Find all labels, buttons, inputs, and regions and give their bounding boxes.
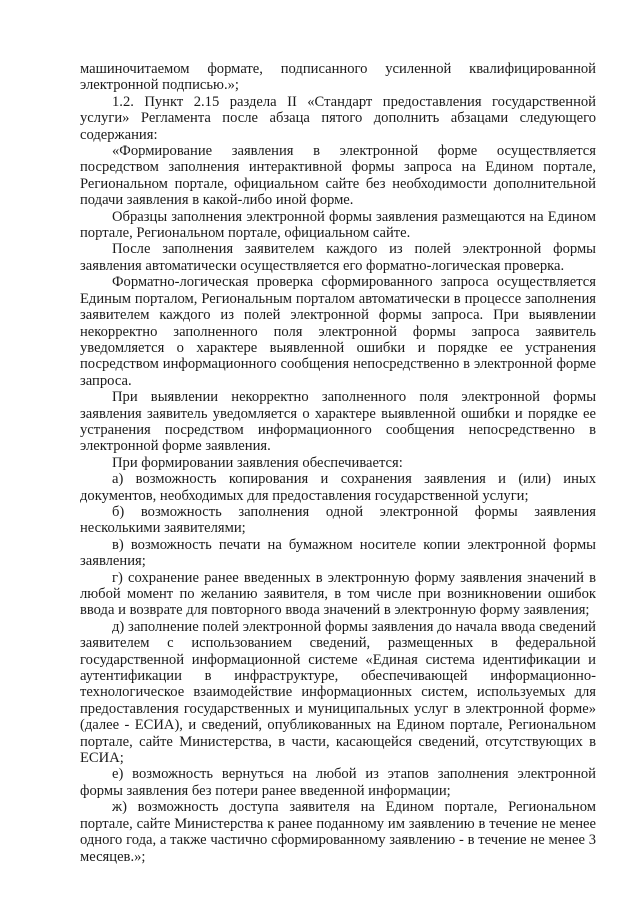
paragraph-samples: Образцы заполнения электронной формы заявления размещаются на Едином портале, Региональном портале, официальном сайте. (80, 208, 596, 242)
list-item-d: д) заполнение полей электронной формы заявления до начала ввода сведений заявителем с использованием сведений, размещенных в федеральной государственной информационной системе «Единая система идентификации и аутентификации в инфраструктуре, обеспечивающей информационно-технологическое взаимодействие информационных систем, используемых для предоставления государственных и муниципальных услуг в электронной форме» (далее - ЕСИА), и сведений, опубликованных на Едином портале, Региональном портале, сайте Министерства, в части, касающейся сведений, отсутствующих в ЕСИА; (80, 618, 596, 767)
document-body (80, 61, 596, 865)
paragraph-provisions-intro: При формировании заявления обеспечивается: (112, 454, 403, 471)
paragraph-error-notification: При выявлении некорректно заполненного поля электронной формы заявления заявитель уведомляется о характере выявленной ошибки и порядке ее устранения посредством информационного сообщения непосредственно в электронной форме заявления. (80, 389, 596, 455)
list-item-v: в) возможность печати на бумажном носителе копии электронной формы заявления; (80, 536, 596, 570)
paragraph-electronic-form: «Формирование заявления в электронной форме осуществляется посредством заполнения интерактивной формы запроса на Едином портале, Региональном портале, официальном сайте без необходимости дополнительной подачи заявления в какой-либо иной форме. (80, 143, 596, 209)
list-item-e: е) возможность вернуться на любой из этапов заполнения электронной формы заявления без потери ранее введенной информации; (80, 766, 596, 799)
list-item-zh: ж) возможность доступа заявителя на Едином портале, Региональном портале, сайте Министерства к ранее поданному им заявлению в течение не менее одного года, а также частично сформированному заявлению - в течение не менее 3 месяцев.»; (80, 799, 596, 865)
paragraph-continuation: машиночитаемом формате, подписанного усиленной квалифицированной электронной подписью.»; (80, 61, 596, 94)
paragraph-field-check: После заполнения заявителем каждого из полей электронной формы заявления автоматически осуществляется его форматно-логическая проверка. (80, 241, 596, 274)
list-item-b: б) возможность заполнения одной электронной формы заявления несколькими заявителями; (80, 503, 596, 537)
paragraph-amendment-1-2: 1.2. Пункт 2.15 раздела II «Стандарт предоставления государственной услуги» Регламента после абзаца пятого дополнить абзацами следующего содержания: (80, 93, 596, 143)
paragraph-format-logic-check: Форматно-логическая проверка сформированного запроса осуществляется Единым порталом, Региональным порталом автоматически в процессе заполнения заявителем каждого из полей электронной формы запроса. При выявлении некорректно заполненного поля электронной формы запроса заявитель уведомляется о характере выявленной ошибки и порядке ее устранения посредством информационного сообщения непосредственно в электронной форме запроса. (80, 274, 596, 389)
list-item-a: а) возможность копирования и сохранения заявления и (или) иных документов, необходимых для предоставления государственной услуги; (80, 471, 596, 504)
list-item-g: г) сохранение ранее введенных в электронную форму заявления значений в любой момент по желанию заявителя, в том числе при возникновении ошибок ввода и возврате для повторного ввода значений в электронную форму заявления; (80, 569, 596, 619)
